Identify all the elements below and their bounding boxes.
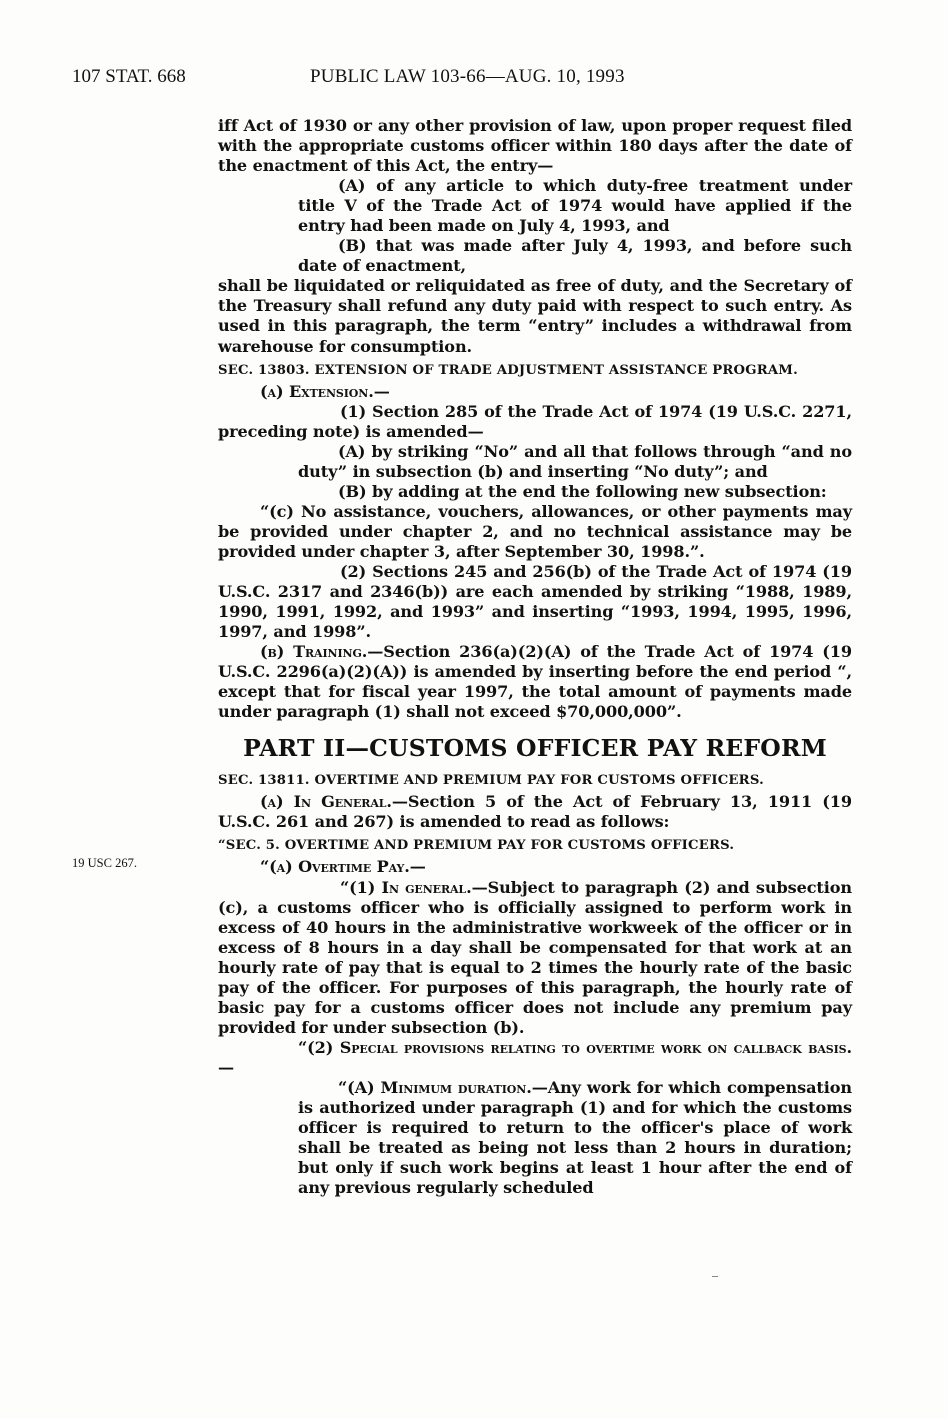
subsection-text: —Section 5 of the Act of February 13, 1911 (19 U.S.C. 261 and 267) is amended to read as follows:: [218, 792, 852, 832]
paragraph: [218, 642, 852, 722]
part-heading: PART II—CUSTOMS OFFICER PAY REFORM: [243, 734, 827, 763]
section-heading: SEC. 13811. OVERTIME AND PREMIUM PAY FOR CUSTOMS OFFICERS.: [218, 773, 764, 789]
paragraph: (A) of any article to which duty-free treatment under title V of the Trade Act of 1974 would have applied if the entry had been made on July 4, 1993, and: [298, 176, 852, 236]
paragraph: (B) that was made after July 4, 1993, and before such date of enactment,: [298, 236, 852, 276]
paragraph: shall be liquidated or reliquidated as free of duty, and the Secretary of the Treasury shall refund any duty paid with respect to such entry. As used in this paragraph, the term “entry” includes a withdrawal from warehouse for consumption.: [218, 276, 852, 356]
stat-page-number: 107 STAT. 668: [72, 66, 186, 87]
margin-citation: 19 USC 267.: [72, 856, 137, 870]
paragraph-heading: “(1) In general.: [340, 877, 472, 897]
subsection-heading: (a) Extension.—: [260, 381, 390, 401]
subparagraph-heading: “(A) Minimum duration.: [338, 1077, 532, 1097]
subsection-heading: (b) Training.: [260, 642, 368, 662]
paragraph-text: —Subject to paragraph (2) and subsection (c), a customs officer who is officially assigned to perform work in excess of 40 hours in the administrative workweek of the officer or in excess of 8 hours in a day shall be compensated for that work at an hourly rate of pay that is equal to 2 times the hourly rate of the basic pay of the officer. For purposes of this paragraph, the hourly rate of basic pay for a customs officer does not include any premium pay provided for under subsection (b).: [218, 877, 852, 1037]
subsection-text: —Section 236(a)(2)(A) of the Trade Act of 1974 (19 U.S.C. 2296(a)(2)(A)) is amended by inserting before the end period “, except that for fiscal year 1997, the total amount of payments made under paragraph (1) shall not exceed $70,000,000”.: [218, 642, 852, 722]
running-title: PUBLIC LAW 103-66—AUG. 10, 1993: [310, 66, 625, 87]
scan-mark: [712, 1276, 718, 1277]
paragraph: [218, 1078, 852, 1198]
paragraph: (B) by adding at the end the following new subsection:: [338, 481, 827, 501]
quoted-subsection: “(c) No assistance, vouchers, allowances, or other payments may be provided under chapter 2, and no technical assistance may be provided under chapter 3, after September 30, 1998.”.: [218, 501, 852, 561]
paragraph: [218, 792, 852, 832]
subsection-heading: “(a) Overtime Pay.—: [260, 857, 426, 877]
paragraph: (1) Section 285 of the Trade Act of 1974 (19 U.S.C. 2271, preceding note) is amended—: [218, 401, 852, 441]
subparagraph-text: —Any work for which compensation is authorized under paragraph (1) and for which the customs officer is required to return to the officer's place of work shall be treated as being not less than 2 hours in duration; but only if such work begins at least 1 hour after the end of any previous regularly scheduled: [298, 1077, 852, 1198]
paragraph-heading: “(2) Special provisions relating to overtime work on callback basis.—: [218, 1037, 852, 1077]
subsection-heading: (a) In General.: [260, 792, 392, 812]
section-heading: SEC. 13803. EXTENSION OF TRADE ADJUSTMENT ASSISTANCE PROGRAM.: [218, 362, 798, 378]
paragraph: (A) by striking “No” and all that follows through “and no duty” in subsection (b) and inserting “No duty”; and: [298, 441, 852, 481]
quoted-section-heading: “SEC. 5. OVERTIME AND PREMIUM PAY FOR CUSTOMS OFFICERS.: [218, 838, 735, 854]
paragraph: (2) Sections 245 and 256(b) of the Trade Act of 1974 (19 U.S.C. 2317 and 2346(b)) are each amended by striking “1988, 1989, 1990, 1991, 1992, and 1993” and inserting “1993, 1994, 1995, 1996, 1997, and 1998”.: [218, 561, 852, 642]
paragraph: [218, 878, 852, 1038]
text-column: [218, 116, 852, 1198]
page-header: [0, 66, 948, 92]
paragraph: iff Act of 1930 or any other provision of law, upon proper request filed with the appropriate customs officer within 180 days after the date of the enactment of this Act, the entry—: [218, 116, 852, 176]
